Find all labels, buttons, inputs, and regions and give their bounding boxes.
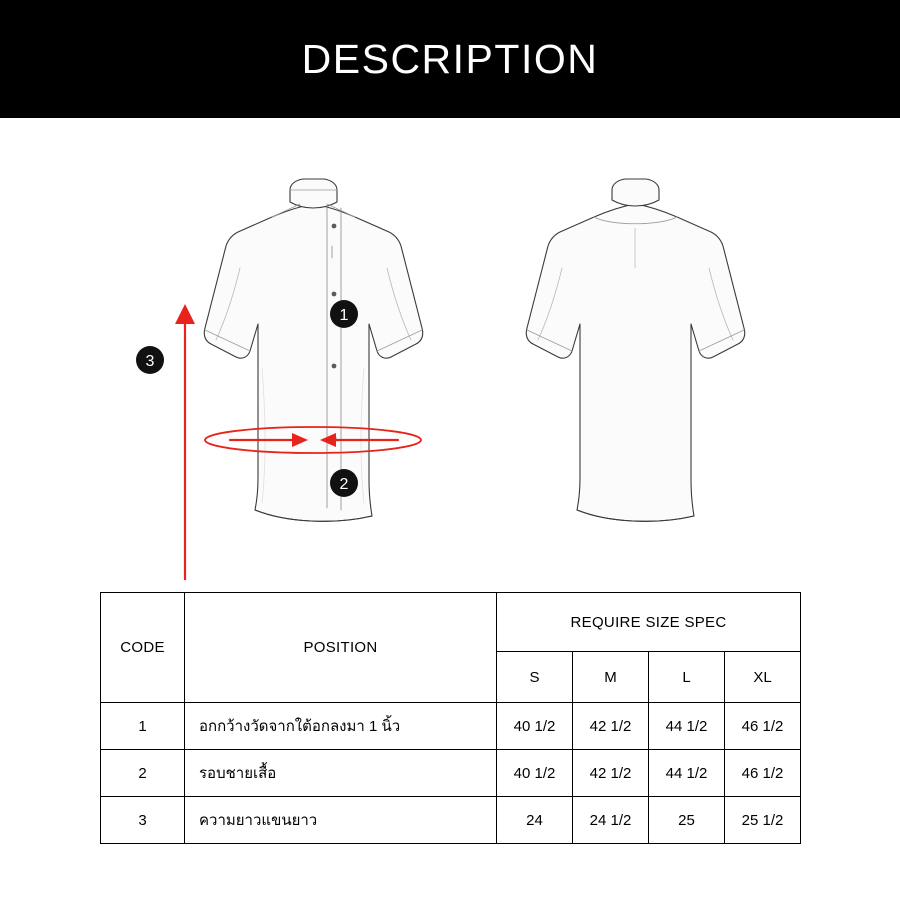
table-row (101, 797, 801, 844)
marker-1-label: 1 (339, 307, 349, 324)
row-1-size-l: 44 1/2 (649, 703, 725, 750)
row-2-position: รอบชายเสื้อ (185, 750, 497, 797)
row-1-size-m: 42 1/2 (573, 703, 649, 750)
header-size-s: S (497, 652, 573, 703)
header-code: CODE (101, 593, 185, 703)
header-size-m: M (573, 652, 649, 703)
row-2-size-s: 40 1/2 (497, 750, 573, 797)
row-3-size-m: 24 1/2 (573, 797, 649, 844)
row-2-code: 2 (101, 750, 185, 797)
size-spec-table (100, 592, 800, 844)
row-1-size-xl: 46 1/2 (725, 703, 801, 750)
header-size-xl: XL (725, 652, 801, 703)
table-row (101, 703, 801, 750)
row-1-size-s: 40 1/2 (497, 703, 573, 750)
table-header-row-1 (101, 593, 801, 652)
row-2-size-m: 42 1/2 (573, 750, 649, 797)
header-position: POSITION (185, 593, 497, 703)
page-title: DESCRIPTION (301, 35, 599, 82)
page-header (0, 0, 900, 118)
header-size-spec-group: REQUIRE SIZE SPEC (497, 593, 801, 652)
back-shirt-illustration (526, 179, 745, 521)
row-3-size-xl: 25 1/2 (725, 797, 801, 844)
front-shirt-illustration (204, 179, 423, 521)
row-2-size-l: 44 1/2 (649, 750, 725, 797)
row-3-size-l: 25 (649, 797, 725, 844)
marker-3-label: 3 (145, 353, 155, 370)
row-3-size-s: 24 (497, 797, 573, 844)
garment-illustration (0, 118, 900, 580)
marker-2-label: 2 (339, 476, 349, 493)
row-1-position: อกกว้างวัดจากใต้อกลงมา 1 นิ้ว (185, 703, 497, 750)
row-1-code: 1 (101, 703, 185, 750)
row-3-code: 3 (101, 797, 185, 844)
header-size-l: L (649, 652, 725, 703)
row-3-position: ความยาวแขนยาว (185, 797, 497, 844)
table-row (101, 750, 801, 797)
row-2-size-xl: 46 1/2 (725, 750, 801, 797)
